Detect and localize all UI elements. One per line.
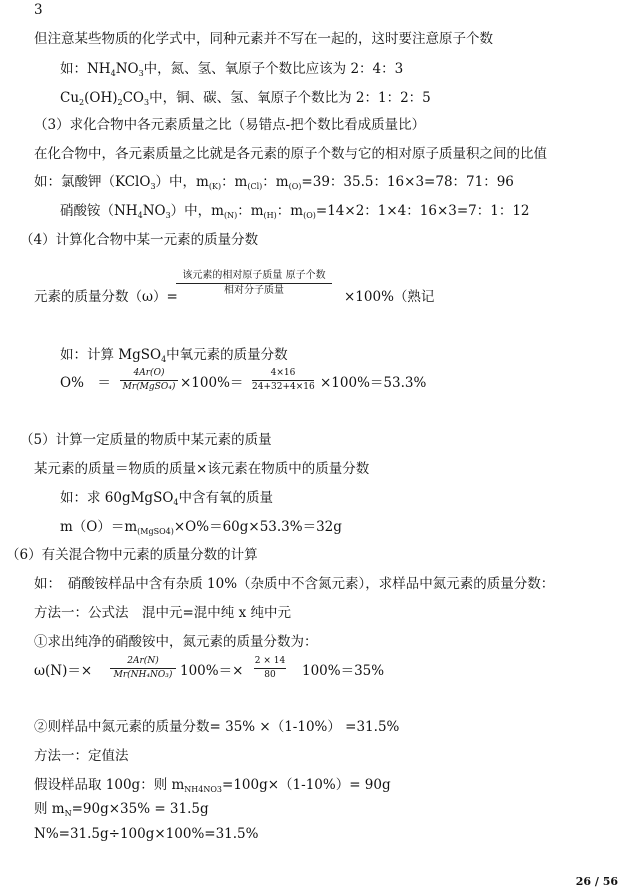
fraction-bar	[254, 668, 286, 669]
section-heading: （3）求化合物中各元素质量之比（易错点-把个数比看成质量比）	[34, 117, 426, 133]
text-line: 方法一：公式法 混中元=混中纯 x 纯中元	[34, 605, 292, 621]
text-line: ②则样品中氮元素的质量分数= 35% ×（1-10%） =31.5%	[34, 719, 400, 735]
text-line: 3	[34, 2, 43, 18]
text-line: 某元素的质量＝物质的质量×该元素在物质中的质量分数	[34, 461, 370, 477]
fraction-denominator: 80	[264, 670, 276, 680]
fraction-denominator: Mr(NH₄NO₃)	[113, 670, 173, 680]
page-number: 26 / 56	[575, 875, 618, 888]
fraction-bar	[252, 380, 314, 381]
equation-line: 则 $m_N=90g\times 35\% = 31.5g$	[34, 801, 209, 818]
fraction	[120, 368, 178, 393]
equation-line: N%=31.5g÷100g×100%=31.5%	[34, 826, 259, 842]
text-line: 在化合物中，各元素质量之比就是各元素的原子个数与它的相对原子质量积之间的比值	[34, 146, 547, 162]
equation-end: ×100%＝53.3%	[320, 375, 427, 391]
section-heading: （4）计算化合物中某一元素的质量分数	[20, 232, 259, 248]
example-line: 如：计算 MgSO$_4$中氧元素的质量分数	[60, 347, 288, 364]
fraction-numerator: 4×16	[270, 368, 296, 378]
section-heading: （5）计算一定质量的物质中某元素的质量	[20, 432, 272, 448]
fraction-bar	[110, 668, 176, 669]
fraction	[110, 656, 176, 681]
text-line: 如： 硝酸铵样品中含有杂质 10%（杂质中不含氮元素），求样品中氮元素的质量分数：	[34, 576, 555, 592]
fraction-denominator: 24+32+4×16	[252, 382, 315, 392]
fraction-numerator: 2Ar(N)	[127, 656, 159, 666]
fraction-denominator: 相对分子质量	[224, 285, 284, 296]
formula-label: 元素的质量分数（ω）=	[34, 289, 178, 305]
text-line: ①求出纯净的硝酸铵中，氮元素的质量分数为：	[34, 634, 318, 650]
equation-line: $m(O)=m_{(MgSO4)}\times O\%=60g\times 53.3\%=32g$	[60, 519, 342, 536]
equation-start: ω(N)＝×	[34, 663, 93, 679]
fraction-numerator: 该元素的相对原子质量 原子个数	[182, 270, 326, 281]
equation-mid: 100%＝×	[180, 663, 244, 679]
equation-line: 假设样品取 100g：则 $m_{NH4NO3}=100g\times(1-10\%)= 90g$	[34, 777, 391, 794]
fraction-numerator: 2 × 14	[254, 656, 286, 666]
fraction	[252, 368, 314, 393]
example-line: 如：氯酸钾（KClO$_3$）中，$m_{(K)}$：$m_{(Cl)}$：$m_{(O)}=39$：35.5：16×3=78：71：96	[34, 174, 514, 191]
example-line: 硝酸铵$(NH_4NO_3)$中，$m_{(N)}$：$m_{(H)}$：$m_{(O)}=14\times 2$：1×4：16×3=7：1：12	[60, 203, 530, 220]
equation-end: 100%＝35%	[302, 663, 385, 679]
fraction-bar	[176, 283, 332, 284]
fraction	[254, 656, 286, 681]
fraction-bar	[120, 380, 178, 381]
section-heading: （6）有关混合物中元素的质量分数的计算	[6, 547, 258, 563]
fraction-denominator: Mr(MgSO₄)	[122, 382, 176, 392]
text-line: 但注意某些物质的化学式中，同种元素并不写在一起的，这时要注意原子个数	[34, 31, 493, 47]
equation-mid: ×100%＝	[180, 375, 244, 391]
example-line: 如：求 60gMgSO$_4$中含有氧的质量	[60, 490, 273, 507]
example-line: $Cu_2(OH)_2CO_3$中，铜、碳、氢、氧原子个数比为 2：1：2：5	[60, 90, 431, 107]
text-line: 方法一：定值法	[34, 748, 129, 764]
equation-start: O% ＝	[60, 375, 111, 391]
fraction	[176, 270, 332, 297]
fraction-numerator: 4Ar(O)	[133, 368, 165, 378]
formula-tail: ×100%（熟记	[344, 289, 435, 305]
example-line: 如：$NH_4NO_3$中，氮、氢、氧原子个数比应该为 2：4：3	[60, 61, 404, 78]
